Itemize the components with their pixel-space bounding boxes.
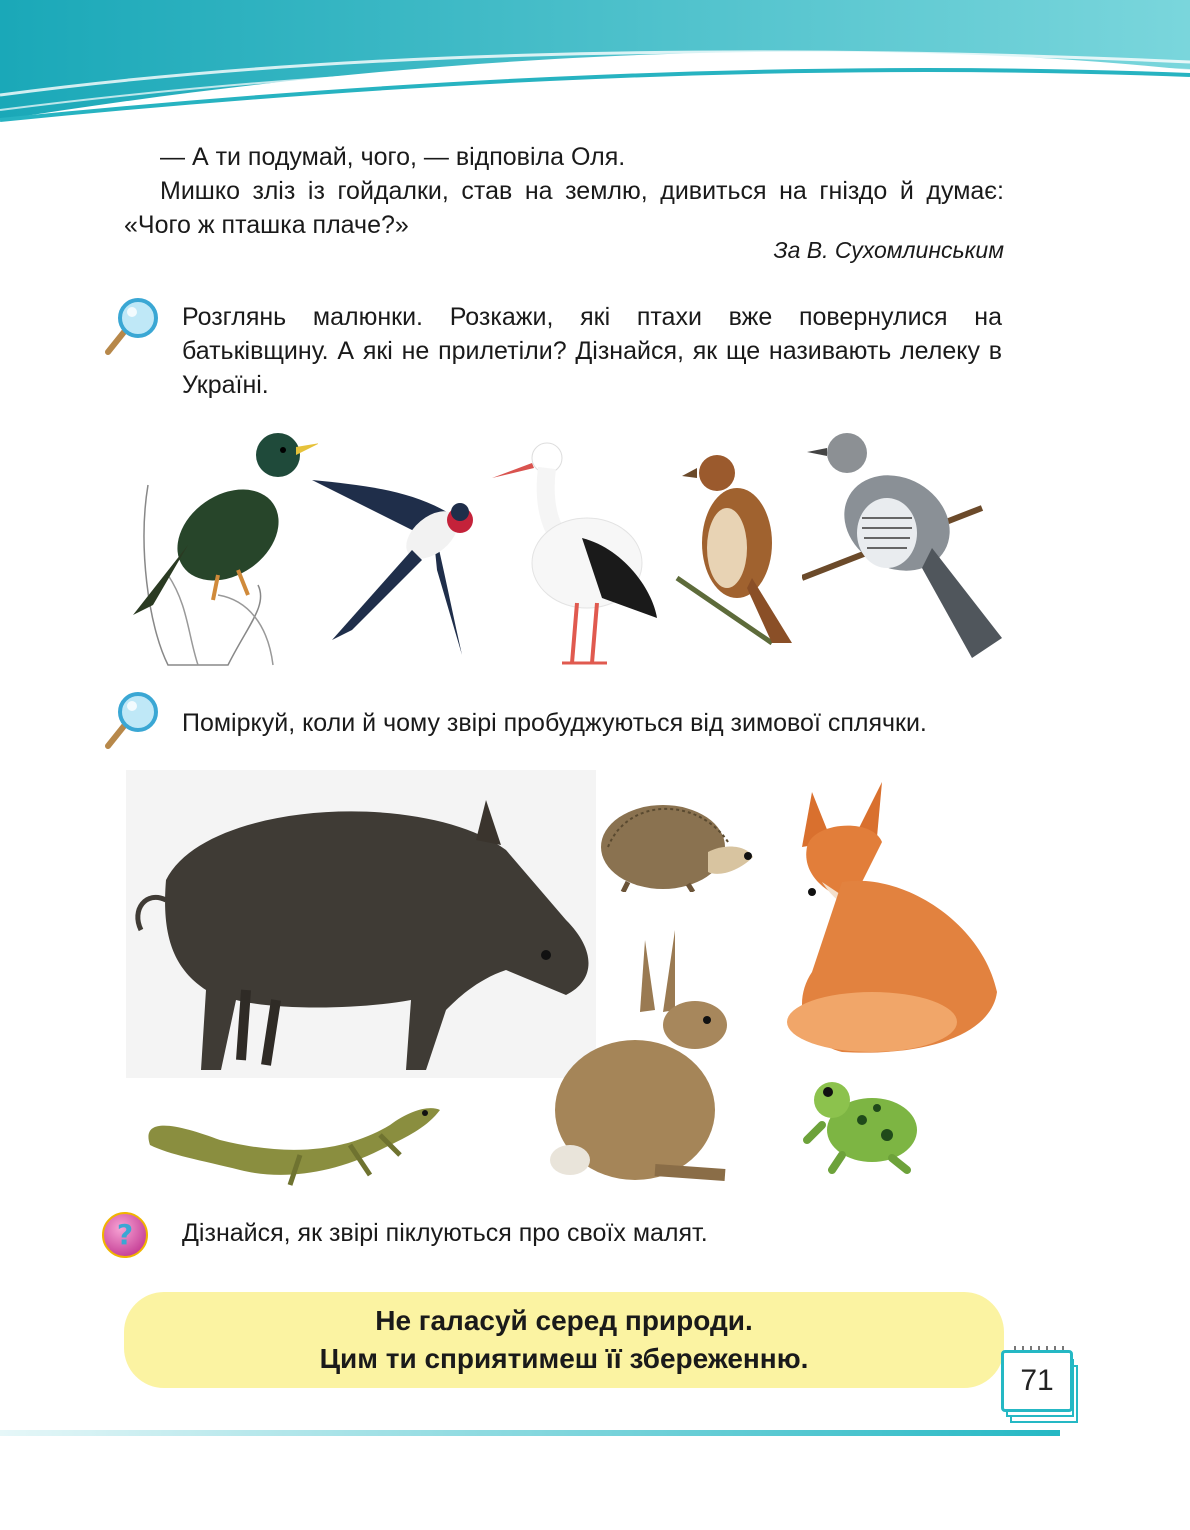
frog-image: [802, 1070, 920, 1175]
hedgehog-image: [598, 792, 756, 892]
top-wave-band: [0, 0, 1190, 135]
nightingale-image: [672, 448, 797, 648]
story-line-1: — А ти подумай, чого, — відповіла Оля.: [160, 143, 626, 171]
story-attribution: За В. Сухомлинським: [773, 237, 1004, 263]
page-number: 71: [1001, 1350, 1073, 1412]
callout-line-1: Не галасуй серед природи.: [375, 1305, 753, 1336]
wild-boar-image: [126, 770, 596, 1078]
svg-text:?: ?: [116, 1218, 134, 1251]
question-icon: [100, 1210, 150, 1265]
cuckoo-image: [802, 428, 1007, 663]
bottom-rule: [0, 1428, 1060, 1438]
stork-image: [492, 428, 662, 673]
rule-callout: [124, 1292, 1004, 1388]
task-question: Дізнайся, як звірі піклуються про своїх малят.: [182, 1219, 708, 1247]
story-text: [124, 140, 1004, 242]
task-animals: Поміркуй, коли й чому звірі пробуджуються від зимової сплячки.: [182, 709, 927, 737]
task-birds: Розглянь малюнки. Розкажи, які птахи вже повернулися на батьківщину. А які не прилетіли? Дізнайся, як ще називають лелеку в Україні.: [182, 303, 1002, 399]
callout-line-2: Цим ти сприятимеш її збереженню.: [319, 1343, 809, 1374]
fox-image: [782, 772, 1007, 1062]
lizard-image: [140, 1085, 442, 1190]
hare-image: [545, 930, 735, 1185]
starling-image: [128, 425, 318, 670]
magnifier-icon: [102, 690, 160, 757]
page-number-tab: [993, 1340, 1088, 1440]
swallow-image: [312, 460, 477, 660]
story-line-2: Мишко зліз із гойдалки, став на землю, дивиться на гніздо й думає: «Чого ж пташка плаче?»: [124, 177, 1004, 239]
magnifier-icon: [102, 296, 160, 363]
